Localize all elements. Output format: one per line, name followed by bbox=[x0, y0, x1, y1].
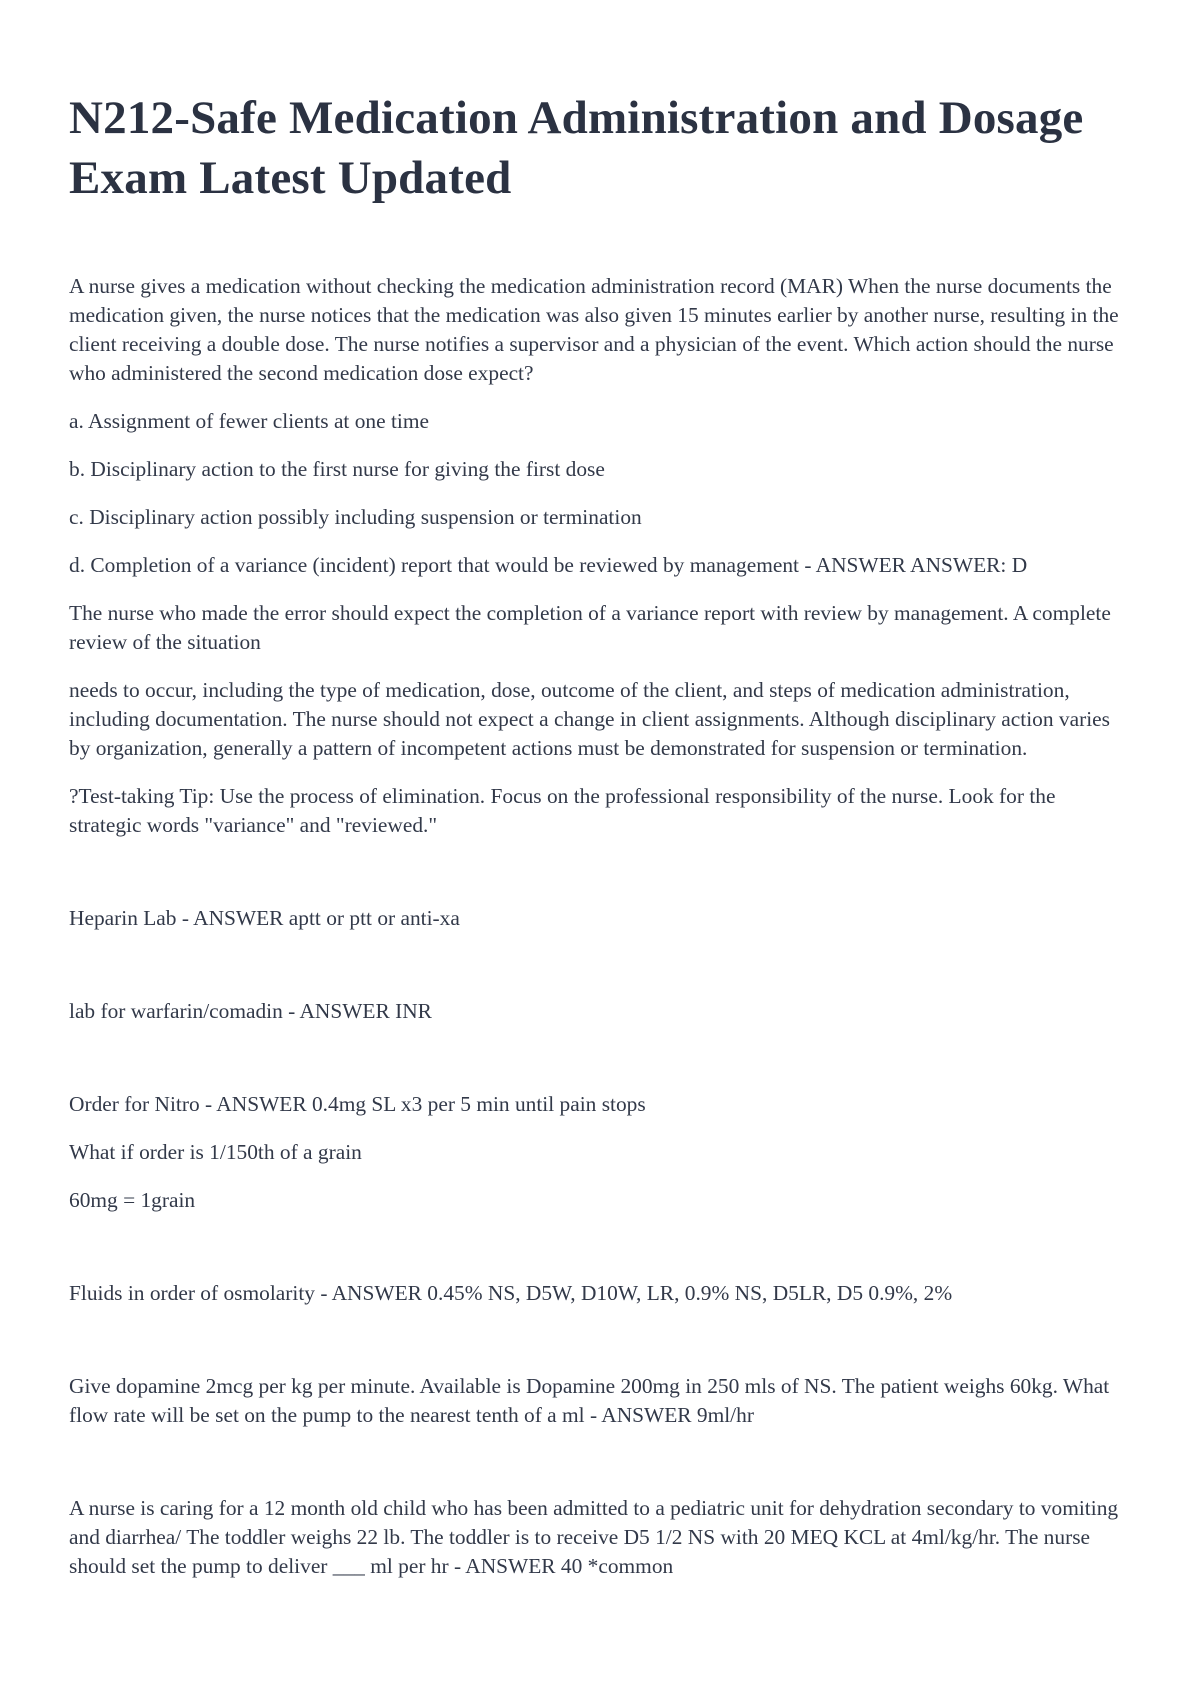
question-stem: A nurse gives a medication without checking the medication administration record (MAR) When the nurse documents the medication given, the nurse notices that the medication was also given 15 minutes earlier by another nurse, resulting in the client receiving a double dose. The nurse notifies a supervisor and a physician of the event. Which action should the nurse who administered the second medication dose expect? bbox=[69, 274, 1119, 385]
document-body bbox=[69, 272, 1129, 1581]
document-title: N212-Safe Medication Administration and Dosage Exam Latest Updated bbox=[69, 92, 1084, 204]
question-block-nitro bbox=[69, 1090, 1129, 1215]
nitro-order-line: Order for Nitro - ANSWER 0.4mg SL x3 per 5 min until pain stops bbox=[69, 1092, 646, 1116]
nitro-conversion-line: 60mg = 1grain bbox=[69, 1188, 196, 1212]
answer-option-a: a. Assignment of fewer clients at one time bbox=[69, 409, 429, 433]
question-fluids-osmolarity: Fluids in order of osmolarity - ANSWER 0.45% NS, D5W, D10W, LR, 0.9% NS, D5LR, D5 0.9%, 2% bbox=[69, 1281, 953, 1305]
question-dopamine-rate: Give dopamine 2mcg per kg per minute. Available is Dopamine 200mg in 250 mls of NS. The patient weighs 60kg. What flow rate will be set on the pump to the nearest tenth of a ml - ANSWER 9ml/hr bbox=[69, 1374, 1110, 1427]
question-warfarin-lab: lab for warfarin/comadin - ANSWER INR bbox=[69, 999, 432, 1023]
question-pediatric-fluid-rate: A nurse is caring for a 12 month old child who has been admitted to a pediatric unit for dehydration secondary to vomiting and diarrhea/ The toddler weighs 22 lb. The toddler is to receive D5 1/2 NS with 20 MEQ KCL at 4ml/kg/hr. The nurse should set the pump to deliver ___ ml per hr - ANSWER 40 *common bbox=[69, 1496, 1119, 1578]
rationale-paragraph: needs to occur, including the type of medication, dose, outcome of the client, and steps of medication administration, including documentation. The nurse should not expect a change in client assignments. Although disciplinary action varies by organization, generally a pattern of incompetent actions must be demonstrated for suspension or termination. bbox=[69, 678, 1110, 760]
question-block-mar-double-dose bbox=[69, 272, 1129, 840]
answer-option-d: d. Completion of a variance (incident) report that would be reviewed by management - ANSWER ANSWER: D bbox=[69, 553, 1028, 577]
answer-option-c: c. Disciplinary action possibly including suspension or termination bbox=[69, 505, 642, 529]
rationale-paragraph: The nurse who made the error should expect the completion of a variance report with review by management. A complete review of the situation bbox=[69, 601, 1111, 654]
answer-option-b: b. Disciplinary action to the first nurse for giving the first dose bbox=[69, 457, 605, 481]
document-page bbox=[69, 88, 1129, 1600]
question-heparin-lab: Heparin Lab - ANSWER aptt or ptt or anti-xa bbox=[69, 906, 460, 930]
test-taking-tip: ?Test-taking Tip: Use the process of elimination. Focus on the professional responsibility of the nurse. Look for the strategic words "variance" and "reviewed." bbox=[69, 784, 1056, 837]
nitro-grain-line: What if order is 1/150th of a grain bbox=[69, 1140, 362, 1164]
